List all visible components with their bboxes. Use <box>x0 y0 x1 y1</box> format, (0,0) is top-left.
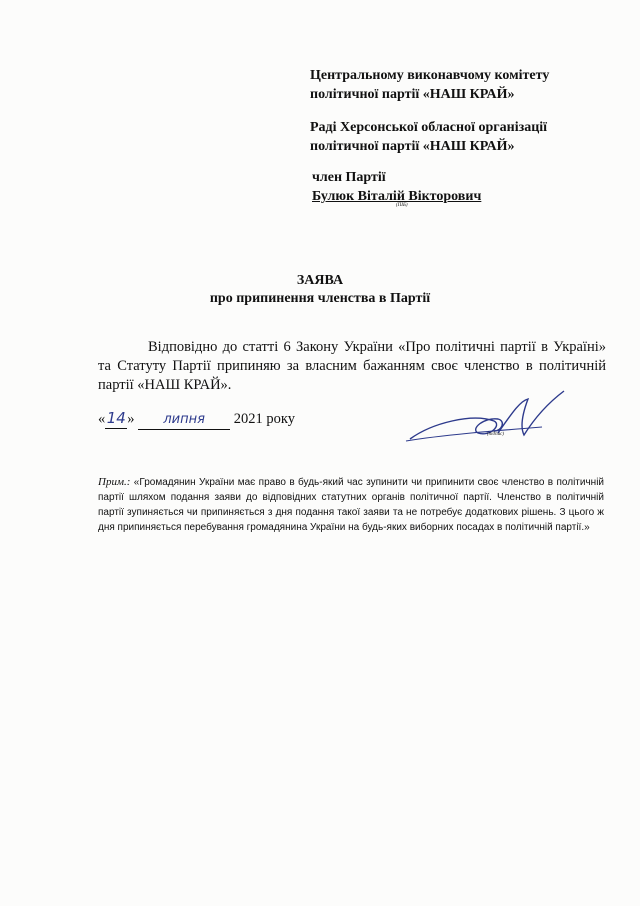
signature-caption: (підпис) <box>487 432 504 437</box>
date-open-quote: « <box>98 411 106 427</box>
note-text: «Громадянин України має право в будь-який час зупинити чи припинити своє членство в політичній партії шляхом подання заяви до відповідних статутних органів політичної партії. Членство в політичній партії зупиняється чи припиняється з дня подання такої заяви та не потребує додаткових рішень. З цього ж дня припиняється перебування громадянина України на будь-яких виборних посадах в політичній партії.» <box>98 477 605 533</box>
note-prefix: Прим.: <box>98 476 131 488</box>
date-month: липня <box>138 410 230 430</box>
legal-note <box>98 475 604 535</box>
sender-name-caption: (ПІБ) <box>396 203 408 208</box>
addressee-regional-council <box>310 118 547 156</box>
sender-block <box>312 168 481 206</box>
sender-role: член Партії <box>312 170 386 185</box>
addressee-central-committee <box>310 66 549 104</box>
addressee-line-1: Центральному виконавчому комітету <box>310 68 550 83</box>
date-day: 14 <box>106 409 126 427</box>
document-title: ЗАЯВА <box>296 273 344 288</box>
document-subtitle: про припинення членства в Партії <box>209 291 431 306</box>
addressee-line-2: політичної партії «НАШ КРАЙ» <box>310 87 515 102</box>
handwritten-signature <box>402 383 582 453</box>
sender-name: Булюк Віталій Вікторович <box>312 189 482 204</box>
date-close-quote: » <box>127 411 135 427</box>
date-year: 2021 року <box>233 411 295 427</box>
addressee-line-4: політичної партії «НАШ КРАЙ» <box>310 139 515 154</box>
statement-body: Відповідно до статті 6 Закону України «Про політичні партії в Україні» та Статуту Партії припиняю за власним бажанням своє членство в політичній партії «НАШ КРАЙ». <box>98 339 606 393</box>
addressee-line-3: Раді Херсонської обласної організації <box>310 120 548 135</box>
date-line <box>98 409 295 430</box>
